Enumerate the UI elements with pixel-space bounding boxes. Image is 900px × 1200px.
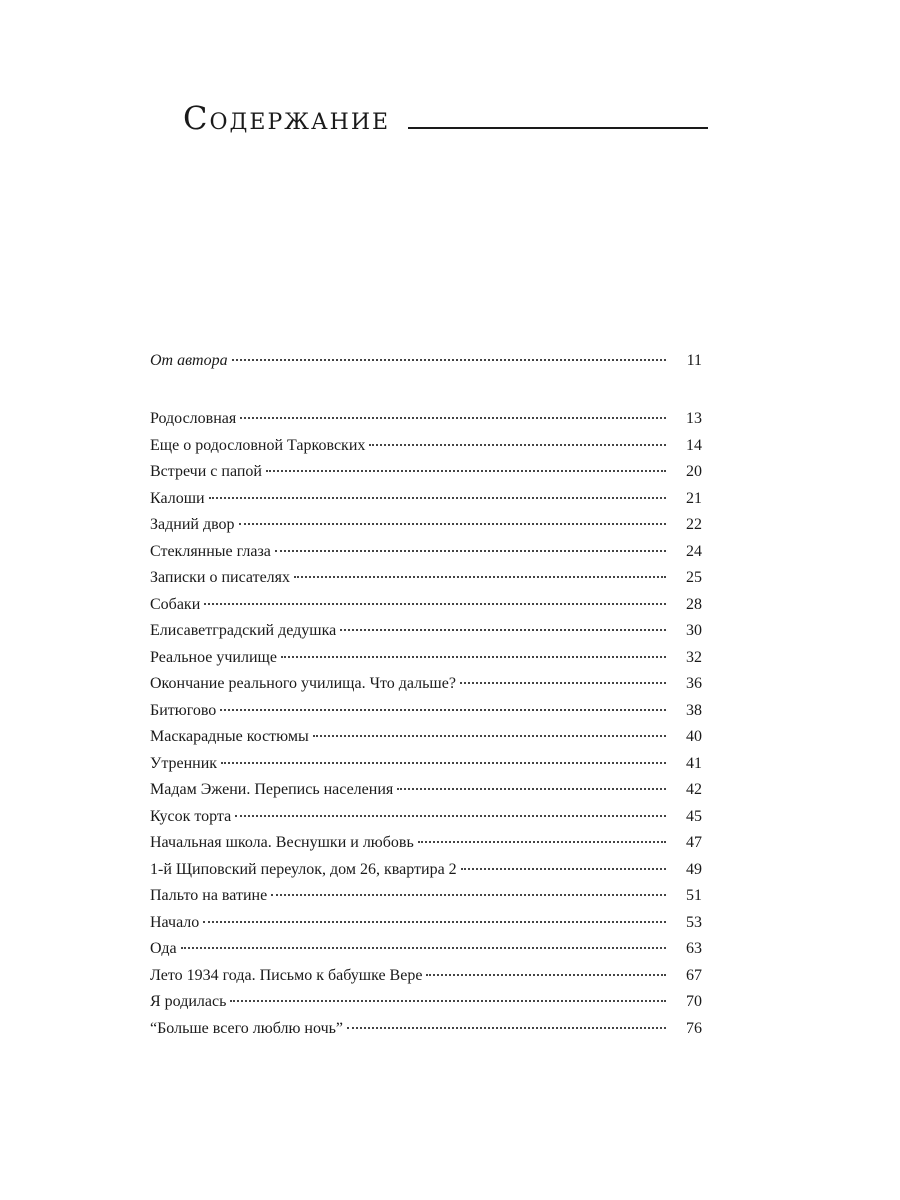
dot-leader (181, 947, 666, 949)
dot-leader (461, 868, 666, 870)
toc-entry[interactable] (150, 618, 702, 645)
toc-entry-page: 45 (686, 807, 702, 825)
toc-entry[interactable] (150, 777, 702, 804)
toc-entry-title: Родословная (150, 410, 237, 427)
toc-list (150, 406, 702, 1042)
toc-entry-preface[interactable] (150, 348, 702, 375)
toc-entry-title: Ода (150, 940, 177, 957)
toc-entry-page: 67 (686, 966, 702, 984)
toc-entry[interactable] (150, 751, 702, 778)
toc-entry-title: Окончание реального училища. Что дальше? (150, 675, 456, 692)
toc-entry-title: Калоши (150, 489, 205, 507)
toc-entry-page: 13 (686, 410, 702, 427)
toc-entry[interactable] (150, 645, 702, 672)
toc-entry-title: Собаки (150, 595, 201, 613)
dot-leader (347, 1027, 666, 1029)
toc-entry-page: 47 (686, 834, 702, 851)
dot-leader (426, 974, 666, 976)
toc-entry[interactable] (150, 910, 702, 937)
toc-entry-page: 24 (686, 542, 702, 560)
toc-entry-page: 70 (686, 993, 702, 1010)
toc-entry-page: 51 (686, 887, 702, 904)
dot-leader (294, 576, 666, 578)
toc-entry-page: 53 (686, 913, 702, 931)
dot-leader (397, 788, 666, 790)
dot-leader (313, 735, 666, 737)
toc-entry-page: 11 (686, 352, 702, 369)
toc-entry[interactable] (150, 963, 702, 990)
toc-entry-title: Утренник (150, 754, 218, 772)
toc-entry[interactable] (150, 671, 702, 698)
dot-leader (266, 470, 666, 472)
toc-entry-title: Реальное училище (150, 648, 277, 666)
toc-entry[interactable] (150, 883, 702, 910)
dot-leader (275, 550, 666, 552)
dot-leader (418, 841, 666, 843)
toc-entry-page: 25 (686, 569, 702, 586)
toc-entry[interactable] (150, 486, 702, 513)
toc-entry[interactable] (150, 830, 702, 857)
toc-entry-title: Начало (150, 913, 200, 931)
toc-entry[interactable] (150, 936, 702, 963)
toc-entry-page: 22 (686, 516, 702, 533)
toc-entry-page: 40 (686, 728, 702, 745)
toc-entry[interactable] (150, 565, 702, 592)
toc-entry-page: 28 (686, 595, 702, 613)
dot-leader (230, 1000, 666, 1002)
toc-entry-page: 42 (686, 781, 702, 798)
dot-leader (460, 682, 666, 684)
toc-entry[interactable] (150, 539, 702, 566)
toc-entry[interactable] (150, 989, 702, 1016)
toc-entry-title: Кусок торта (150, 807, 232, 825)
toc-entry-page: 36 (686, 675, 702, 692)
toc-entry-page: 41 (686, 754, 702, 772)
toc-entry-title: Пальто на ватине (150, 887, 268, 904)
toc-entry-title: Встречи с папой (150, 463, 262, 480)
toc-entry[interactable] (150, 406, 702, 433)
toc-entry-title: Елисаветградский дедушка (150, 622, 337, 639)
dot-leader (221, 762, 666, 764)
dot-leader (369, 444, 666, 446)
toc-entry-title: Битюгово (150, 701, 217, 719)
dot-leader (209, 497, 666, 499)
toc-entry-title: Начальная школа. Веснушки и любовь (150, 834, 414, 851)
toc-entry[interactable] (150, 512, 702, 539)
toc-entry-title: Стеклянные глаза (150, 542, 271, 560)
heading-rule (408, 127, 708, 129)
dot-leader (271, 894, 666, 896)
dot-leader (239, 523, 666, 525)
toc-entry-title: Лето 1934 года. Письмо к бабушке Вере (150, 966, 423, 984)
toc-entry-title: Мадам Эжени. Перепись населения (150, 781, 394, 798)
toc-entry-title: Маскарадные костюмы (150, 728, 309, 745)
toc-entry[interactable] (150, 804, 702, 831)
toc-entry-page: 30 (686, 622, 702, 639)
toc-entry[interactable] (150, 698, 702, 725)
toc-entry[interactable] (150, 1016, 702, 1043)
toc-entry-page: 20 (686, 463, 702, 480)
toc-entry[interactable] (150, 724, 702, 751)
toc-entry-page: 14 (686, 436, 702, 454)
toc-entry-page: 76 (686, 1019, 702, 1037)
toc-entry-title: Записки о писателях (150, 569, 291, 586)
toc-heading (183, 96, 390, 140)
dot-leader (235, 815, 666, 817)
toc-entry-page: 21 (686, 489, 702, 507)
toc-preface-section (150, 348, 702, 375)
toc-entry-page: 63 (686, 940, 702, 957)
toc-entry-page: 38 (686, 701, 702, 719)
dot-leader (203, 921, 666, 923)
toc-entry-title: От автора (150, 352, 228, 369)
dot-leader (340, 629, 666, 631)
dot-leader (220, 709, 666, 711)
dot-leader (204, 603, 666, 605)
toc-entry[interactable] (150, 592, 702, 619)
toc-entry-title: Задний двор (150, 516, 235, 533)
toc-entry[interactable] (150, 433, 702, 460)
toc-entry[interactable] (150, 459, 702, 486)
toc-entry[interactable] (150, 857, 702, 884)
toc-entry-page: 32 (686, 648, 702, 666)
toc-entry-page: 49 (686, 860, 702, 878)
toc-entry-title: 1-й Щиповский переулок, дом 26, квартира 2 (150, 860, 457, 878)
dot-leader (281, 656, 666, 658)
page-title: Содержание (183, 99, 391, 137)
dot-leader (240, 417, 666, 419)
dot-leader (232, 359, 666, 361)
toc-entry-title: Еще о родословной Тарковских (150, 436, 366, 454)
toc-entry-title: Я родилась (150, 993, 227, 1010)
toc-entry-title: “Больше всего люблю ночь” (150, 1019, 344, 1037)
